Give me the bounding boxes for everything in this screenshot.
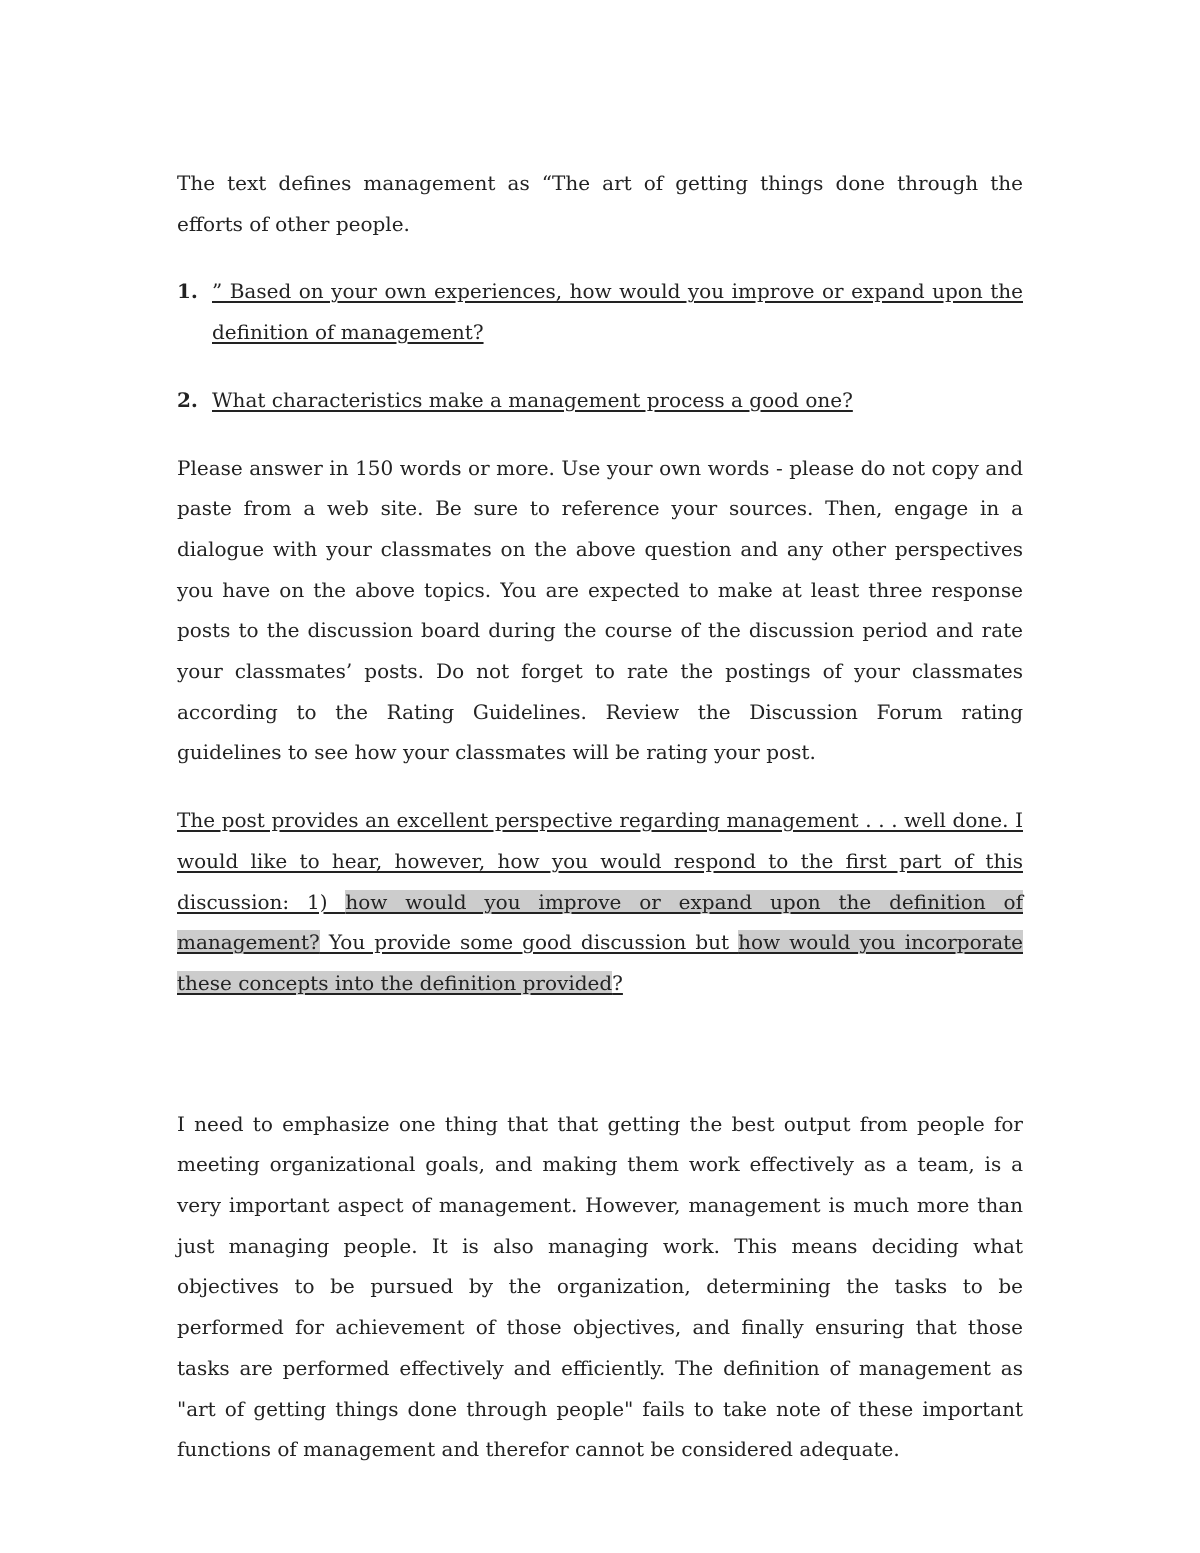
question-text: What characteristics make a management process a good one?	[212, 387, 853, 412]
instructor-feedback	[177, 800, 1023, 1004]
question-item-2	[177, 380, 1023, 421]
feedback-text: The post provides an excellent perspective regarding management . . . well done. I would like to hear, however, how you would respond to the first part of this discussion: 1)	[177, 808, 1023, 914]
response-paragraph: I need to emphasize one thing that that getting the best output from people for meeting organizational goals, and making them work effectively as a team, is a very important aspect of management. However, management is much more than just managing people. It is also managing work. This means deciding what objectives to be pursued by the organization, determining the tasks to be performed for achievement of those objectives, and finally ensuring that those tasks are performed effectively and efficiently. The definition of management as "art of getting things done through people" fails to take note of these important functions of management and therefor cannot be considered adequate.	[177, 1111, 1023, 1462]
instructions-paragraph: Please answer in 150 words or more. Use your own words - please do not copy and paste from a web site. Be sure to reference your sources. Then, engage in a dialogue with your classmates on the above question and any other perspectives you have on the above topics. You are expected to make at least three response posts to the discussion board during the course of the discussion period and rate your classmates’ posts. Do not forget to rate the postings of your classmates according to the Rating Guidelines. Review the Discussion Forum rating guidelines to see how your classmates will be rating your post.	[177, 455, 1023, 765]
feedback-text: You provide some good discussion but	[319, 930, 739, 955]
highlighted-question: how would you incorporate these concepts into the definition provided	[177, 930, 1023, 995]
question-text: ” Based on your own experiences, how would you improve or expand upon the definition of management?	[212, 279, 1023, 345]
question-item-1	[177, 271, 1023, 352]
intro-paragraph: The text defines management as “The art of getting things done through the efforts of other people.	[177, 171, 1023, 236]
question-number: 2.	[177, 387, 198, 412]
feedback-text: ?	[612, 970, 623, 995]
highlighted-question: how would you improve or expand upon the definition of management?	[177, 889, 1023, 955]
question-number: 1.	[177, 279, 198, 304]
document-page	[177, 163, 1023, 1470]
